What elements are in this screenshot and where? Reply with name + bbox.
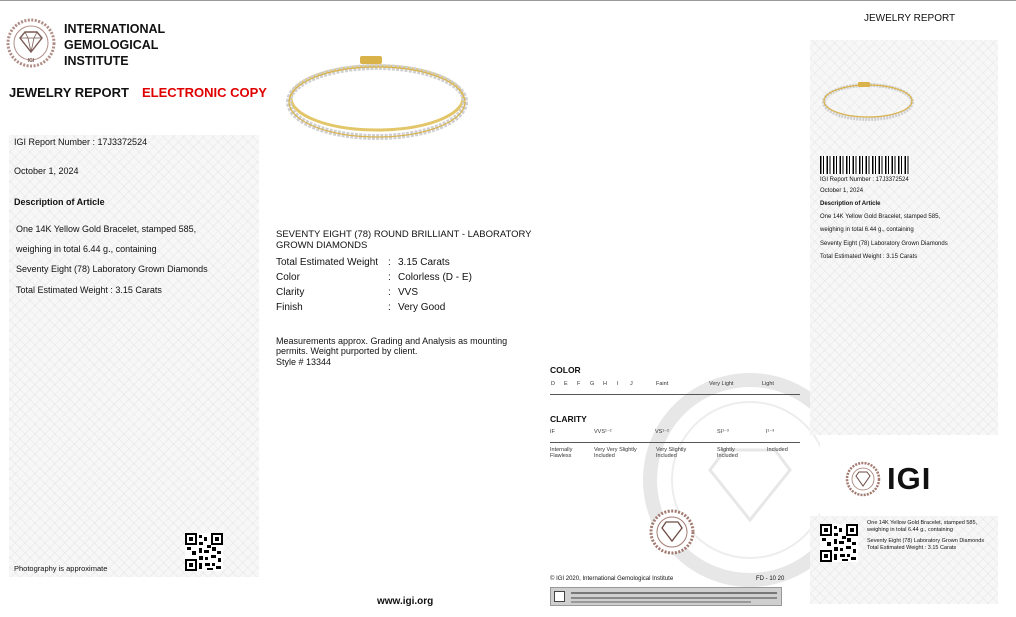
grade-row-clarity: Clarity : VVS: [276, 287, 419, 298]
left-desc-line-2: weighing in total 6.44 g., containing: [16, 244, 157, 254]
clarity-grade-vs: VS¹⁻²: [655, 429, 669, 435]
grading-table: [276, 255, 472, 315]
electronic-copy-label: ELECTRONIC COPY: [142, 85, 267, 100]
color-grade-very-light: Very Light: [709, 381, 734, 387]
left-date: October 1, 2024: [14, 166, 79, 176]
clarity-scale-heading: CLARITY: [550, 414, 587, 424]
right-bracelet-photo: [820, 80, 916, 124]
svg-text:IGI: IGI: [27, 58, 35, 64]
right-bottom-text-2: Seventy Eight (78) Laboratory Grown Diamonds Total Estimated Weight : 3.15 Carats: [867, 538, 985, 551]
igi-seal-small: [649, 509, 695, 555]
color-grade-g: G: [590, 381, 595, 387]
clarity-grade-vvs: VVS¹⁻²: [594, 429, 612, 435]
igi-brand-logo: [845, 461, 881, 497]
style-number: Style # 13344: [276, 357, 332, 367]
clarity-desc-si: Slightly Included: [717, 447, 738, 459]
clarity-grade-if: IF: [550, 429, 555, 435]
clarity-desc-if: Internally Flawless: [550, 447, 573, 459]
igi-brand-text: IGI: [887, 461, 932, 496]
clarity-desc-vs: Very Slightly Included: [656, 447, 687, 459]
measurement-note: Measurements approx. Grading and Analysis as mounting permits. Weight purported by client.: [276, 336, 508, 356]
left-desc-line-4: Total Estimated Weight : 3.15 Carats: [16, 285, 162, 295]
left-report-number: IGI Report Number : 17J3372524: [14, 137, 148, 147]
right-report-number: IGI Report Number : 17J3372524: [820, 177, 909, 183]
color-scale: [550, 381, 800, 395]
right-report-title: JEWELRY REPORT: [864, 13, 956, 24]
left-qr-code: [185, 533, 223, 571]
right-desc-heading: Description of Article: [820, 201, 881, 207]
color-grade-j: J: [630, 381, 633, 387]
left-desc-heading: Description of Article: [14, 197, 105, 207]
clarity-scale: [550, 429, 800, 443]
top-border: [0, 0, 1016, 1]
color-grade-f: F: [577, 381, 581, 387]
photo-note: Photography is approximate: [14, 564, 108, 573]
org-name: INTERNATIONAL GEMOLOGICAL INSTITUTE: [64, 22, 166, 68]
right-line-2: weighing in total 6.44 g., containing: [820, 227, 914, 233]
security-strip: [550, 587, 782, 606]
right-line-3: Seventy Eight (78) Laboratory Grown Diamonds: [820, 241, 948, 247]
right-qr-code: [820, 524, 858, 562]
left-desc-line-1: One 14K Yellow Gold Bracelet, stamped 585,: [16, 224, 197, 234]
color-scale-heading: COLOR: [550, 365, 581, 375]
clarity-grade-i: I¹⁻³: [766, 429, 775, 435]
color-grade-faint: Faint: [656, 381, 669, 387]
clarity-descriptions: [550, 447, 800, 463]
color-grade-h: H: [603, 381, 607, 387]
right-date: October 1, 2024: [820, 188, 864, 194]
report-title: JEWELRY REPORT: [9, 85, 129, 100]
website-link[interactable]: www.igi.org: [377, 596, 434, 607]
igi-seal-logo: [6, 18, 56, 68]
grade-row-finish: Finish : Very Good: [276, 302, 446, 313]
right-line-1: One 14K Yellow Gold Bracelet, stamped 585,: [820, 214, 941, 220]
right-line-4: Total Estimated Weight : 3.15 Carats: [820, 254, 918, 260]
clarity-desc-i: Included: [767, 447, 788, 453]
grade-row-color: Color : Colorless (D - E): [276, 272, 472, 283]
grading-title: SEVENTY EIGHT (78) ROUND BRILLIANT - LABORATORY GROWN DIAMONDS: [276, 229, 532, 251]
grade-row-weight: Total Estimated Weight : 3.15 Carats: [276, 257, 450, 268]
right-bottom-text-1: One 14K Yellow Gold Bracelet, stamped 585, weighing in total 6.44 g., containing: [867, 520, 978, 533]
left-desc-line-3: Seventy Eight (78) Laboratory Grown Diamonds: [16, 264, 208, 274]
barcode: [820, 156, 910, 174]
clarity-desc-vvs: Very Very Slightly Included: [594, 447, 637, 459]
color-grade-light: Light: [762, 381, 774, 387]
color-grade-i: I: [617, 381, 619, 387]
clarity-grade-si: SI¹⁻³: [717, 429, 729, 435]
igi-watermark: [640, 370, 820, 590]
bracelet-photo: [282, 52, 472, 152]
form-code: FD - 10 20: [756, 576, 785, 582]
color-grade-e: E: [564, 381, 568, 387]
copyright: © IGI 2020, International Gemological Institute: [550, 576, 674, 582]
color-grade-d: D: [551, 381, 555, 387]
